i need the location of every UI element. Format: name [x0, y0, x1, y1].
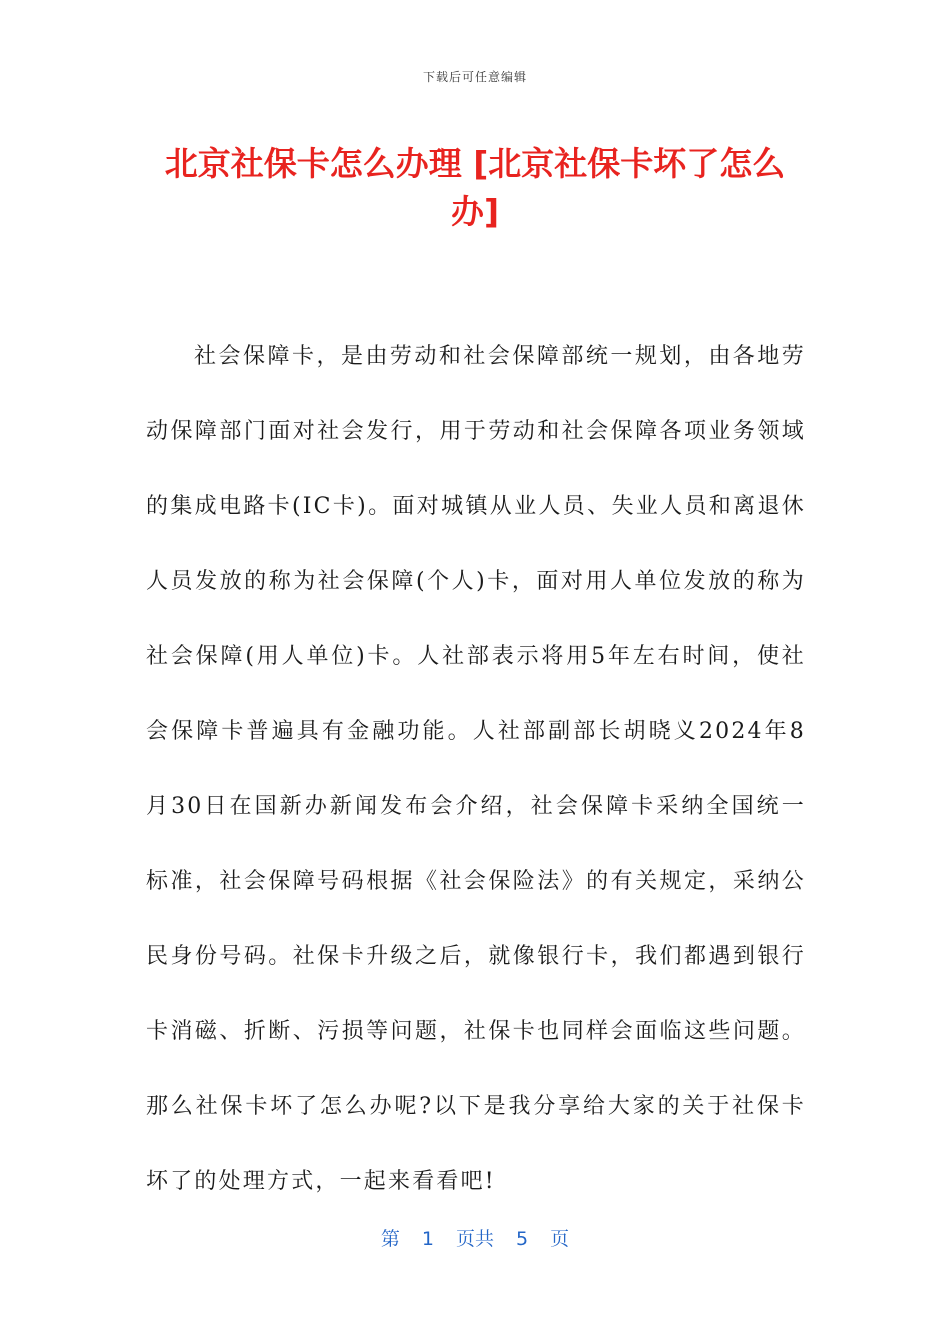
body-paragraph: 社会保障卡，是由劳动和社会保障部统一规划，由各地劳动保障部门面对社会发行，用于劳动和社会保障各项业务领域的集成电路卡(IC卡)。面对城镇从业人员、失业人员和离退休人员发放的称为社会保障(个人)卡，面对用人单位发放的称为社会保障(用人单位)卡。人社部表示将用5年左右时间，使社会保障卡普遍具有金融功能。人社部副部长胡晓义2024年8月30日在国新办新闻发布会介绍，社会保障卡采纳全国统一标准，社会保障号码根据《社会保险法》的有关规定，采纳公民身份号码。社保卡升级之后，就像银行卡，我们都遇到银行卡消磁、折断、污损等问题，社保卡也同样会面临这些问题。那么社保卡坏了怎么办呢?以下是我分享给大家的关于社保卡坏了的处理方式，一起来看看吧! [146, 344, 806, 1194]
footer-total-pages: 5 [516, 1228, 529, 1250]
footer-current-page: 1 [421, 1228, 434, 1250]
footer-suffix: 页 [550, 1228, 570, 1250]
footer-prefix: 第 [380, 1228, 400, 1250]
footer-middle: 页共 [455, 1228, 494, 1250]
page-title: 北京社保卡怎么办理 [北京社保卡坏了怎么办] [164, 144, 786, 231]
page-footer [0, 1224, 950, 1251]
page-header-note: 下载后可任意编辑 [422, 70, 527, 84]
